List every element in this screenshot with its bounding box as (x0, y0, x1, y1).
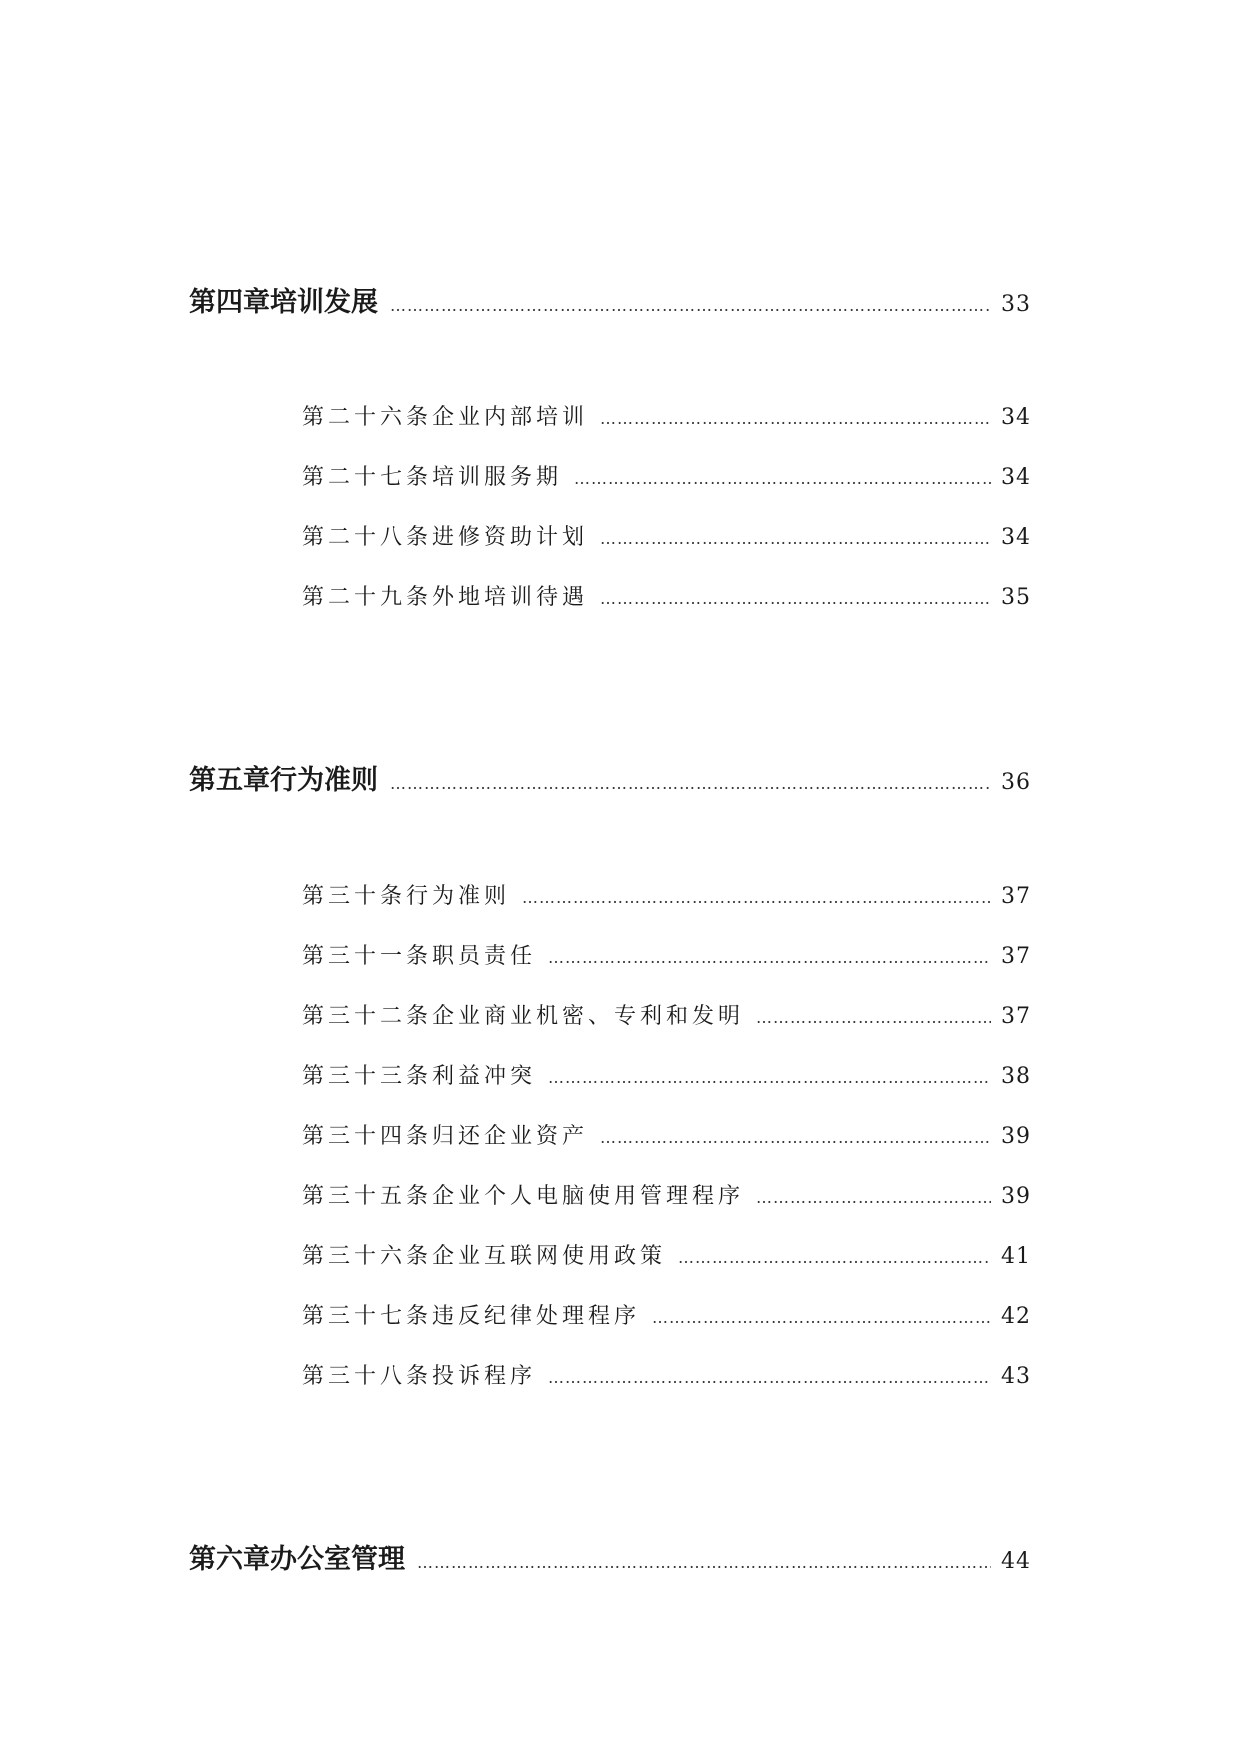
page-number: 41 (1001, 1244, 1031, 1269)
toc-chapter-4[interactable] (189, 280, 1031, 319)
page-number: 35 (1001, 585, 1031, 610)
dot-leader (600, 409, 991, 428)
page-number: 36 (1001, 770, 1031, 795)
article-number: 第三十八条 (302, 1364, 433, 1389)
page-number: 34 (1001, 405, 1031, 430)
article-title: 职员责任 (432, 944, 537, 969)
dot-leader (652, 1308, 991, 1327)
article-title: 企业互联网使用政策 (432, 1244, 667, 1269)
article-title: 行为准则 (406, 884, 511, 909)
toc-article-36[interactable] (302, 1239, 1031, 1270)
toc-article-37[interactable] (302, 1299, 1031, 1330)
page-number: 37 (1001, 944, 1031, 969)
dot-leader (756, 1188, 991, 1207)
page-number: 33 (1001, 292, 1031, 317)
article-number: 第三十二条 (302, 1004, 433, 1029)
chapter-number: 第五章 (189, 765, 270, 796)
dot-leader (600, 589, 991, 608)
toc-article-26[interactable] (302, 400, 1031, 431)
chapter-title: 行为准则 (270, 765, 378, 796)
article-title: 利益冲突 (432, 1064, 537, 1089)
page-number: 44 (1001, 1549, 1031, 1574)
article-title: 企业内部培训 (432, 405, 589, 430)
toc-article-38[interactable] (302, 1359, 1031, 1390)
page-number: 38 (1001, 1064, 1031, 1089)
article-title: 企业个人电脑使用管理程序 (432, 1184, 745, 1209)
toc-article-30[interactable] (302, 879, 1031, 910)
page-number: 42 (1001, 1304, 1031, 1329)
toc-article-28[interactable] (302, 520, 1031, 551)
article-title: 企业商业机密、专利和发明 (432, 1004, 745, 1029)
dot-leader (390, 296, 991, 315)
toc-article-31[interactable] (302, 939, 1031, 970)
toc-chapter-6[interactable] (189, 1537, 1031, 1576)
chapter-title: 办公室管理 (270, 1544, 405, 1575)
dot-leader (548, 948, 991, 967)
article-number: 第二十九条 (302, 585, 433, 610)
article-title: 违反纪律处理程序 (432, 1304, 641, 1329)
article-number: 第三十五条 (302, 1184, 433, 1209)
dot-leader (548, 1368, 991, 1387)
article-number: 第三十三条 (302, 1064, 433, 1089)
toc-article-35[interactable] (302, 1179, 1031, 1210)
article-number: 第二十六条 (302, 405, 433, 430)
chapter-number: 第四章 (189, 287, 270, 318)
page-number: 34 (1001, 525, 1031, 550)
dot-leader (548, 1068, 991, 1087)
article-number: 第三十七条 (302, 1304, 433, 1329)
article-number: 第三十六条 (302, 1244, 433, 1269)
chapter-title: 培训发展 (270, 287, 378, 318)
dot-leader (522, 888, 991, 907)
dot-leader (678, 1248, 991, 1267)
article-title: 投诉程序 (432, 1364, 537, 1389)
page-number: 39 (1001, 1184, 1031, 1209)
article-title: 外地培训待遇 (432, 585, 589, 610)
toc-article-27[interactable] (302, 460, 1031, 491)
page-number: 37 (1001, 884, 1031, 909)
article-number: 第二十七条 (302, 465, 433, 490)
dot-leader (574, 469, 991, 488)
dot-leader (390, 774, 991, 793)
dot-leader (600, 1128, 991, 1147)
toc-article-33[interactable] (302, 1059, 1031, 1090)
article-title: 归还企业资产 (432, 1124, 589, 1149)
article-number: 第三十条 (302, 884, 407, 909)
dot-leader (417, 1553, 991, 1572)
dot-leader (600, 529, 991, 548)
page-number: 39 (1001, 1124, 1031, 1149)
page-number: 37 (1001, 1004, 1031, 1029)
article-number: 第三十一条 (302, 944, 433, 969)
chapter-number: 第六章 (189, 1544, 270, 1575)
page-number: 34 (1001, 465, 1031, 490)
article-title: 进修资助计划 (432, 525, 589, 550)
toc-article-29[interactable] (302, 580, 1031, 611)
page-number: 43 (1001, 1364, 1031, 1389)
article-number: 第二十八条 (302, 525, 433, 550)
article-title: 培训服务期 (432, 465, 563, 490)
dot-leader (756, 1008, 991, 1027)
article-number: 第三十四条 (302, 1124, 433, 1149)
toc-chapter-5[interactable] (189, 758, 1031, 797)
toc-article-32[interactable] (302, 999, 1031, 1030)
toc-article-34[interactable] (302, 1119, 1031, 1150)
